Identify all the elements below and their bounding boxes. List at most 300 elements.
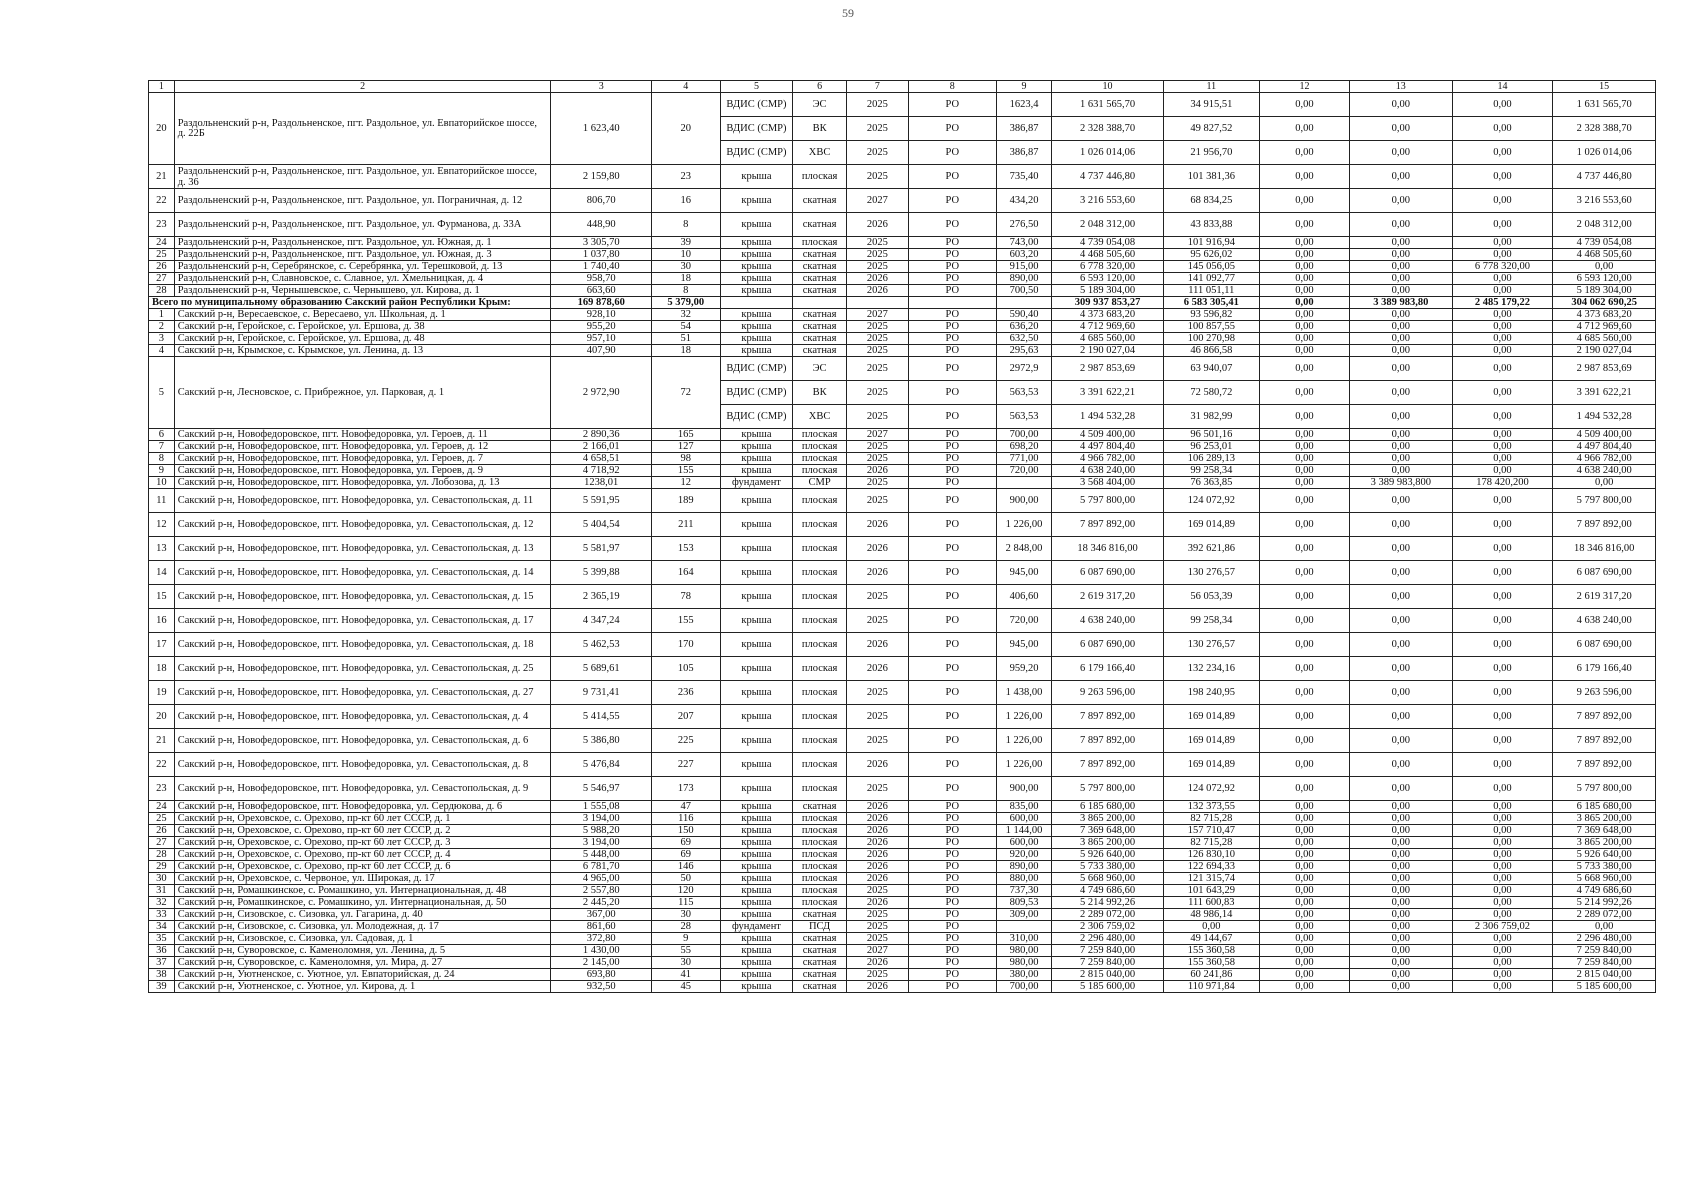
work-type: крыша — [720, 969, 793, 981]
table-row — [149, 213, 1656, 237]
area: 2 445,20 — [551, 897, 652, 909]
volume: 809,53 — [996, 897, 1052, 909]
work-subtype: скатная — [793, 333, 847, 345]
funding: РО — [908, 681, 996, 705]
row-number: 37 — [149, 957, 175, 969]
cost-total: 6 087 690,00 — [1052, 561, 1163, 585]
fund-regional: 0,00 — [1349, 873, 1452, 885]
work-subtype: плоская — [793, 429, 847, 441]
fund-regional: 0,00 — [1349, 657, 1452, 681]
work-subtype: плоская — [793, 681, 847, 705]
residents: 18 — [652, 345, 721, 357]
row-number: 7 — [149, 441, 175, 453]
fund-local: 0,00 — [1452, 585, 1553, 609]
volume: 737,30 — [996, 885, 1052, 897]
cost-total: 5 733 380,00 — [1052, 861, 1163, 873]
table-row — [149, 873, 1656, 885]
work-type: крыша — [720, 285, 793, 297]
fund-federal: 0,00 — [1259, 657, 1349, 681]
work-type: крыша — [720, 909, 793, 921]
fund-federal: 0,00 — [1259, 477, 1349, 489]
fund-local: 0,00 — [1452, 849, 1553, 861]
residents: 30 — [652, 957, 721, 969]
fund-owners: 7 897 892,00 — [1553, 513, 1656, 537]
cost-control: 21 956,70 — [1163, 141, 1259, 165]
fund-federal: 0,00 — [1259, 489, 1349, 513]
year: 2026 — [846, 753, 908, 777]
funding: РО — [908, 753, 996, 777]
cost-control: 111 051,11 — [1163, 285, 1259, 297]
fund-local: 0,00 — [1452, 285, 1553, 297]
fund-local: 0,00 — [1452, 813, 1553, 825]
cost-total: 3 391 622,21 — [1052, 381, 1163, 405]
address: Сакский р-н, Суворовское, с. Каменоломня, ул. Мира, д. 27 — [174, 957, 551, 969]
fund-federal: 0,00 — [1259, 585, 1349, 609]
table-row — [149, 93, 1656, 117]
volume: 700,00 — [996, 981, 1052, 993]
funding: РО — [908, 801, 996, 813]
fund-owners: 4 685 560,00 — [1553, 333, 1656, 345]
year: 2026 — [846, 813, 908, 825]
residents: 98 — [652, 453, 721, 465]
volume: 743,00 — [996, 237, 1052, 249]
fund-local: 0,00 — [1452, 837, 1553, 849]
fund-federal: 0,00 — [1259, 825, 1349, 837]
fund-owners: 2 289 072,00 — [1553, 909, 1656, 921]
row-number: 27 — [149, 273, 175, 285]
year: 2025 — [846, 585, 908, 609]
area: 3 305,70 — [551, 237, 652, 249]
work-subtype: скатная — [793, 189, 847, 213]
address: Сакский р-н, Уютненское, с. Уютное, ул. Евпаторийская, д. 24 — [174, 969, 551, 981]
work-type: крыша — [720, 777, 793, 801]
year: 2026 — [846, 861, 908, 873]
fund-local: 0,00 — [1452, 117, 1553, 141]
row-number: 16 — [149, 609, 175, 633]
work-subtype: плоская — [793, 453, 847, 465]
funding: РО — [908, 633, 996, 657]
year: 2027 — [846, 309, 908, 321]
table-row — [149, 885, 1656, 897]
fund-regional: 0,00 — [1349, 537, 1452, 561]
area: 2 365,19 — [551, 585, 652, 609]
fund-local: 0,00 — [1452, 657, 1553, 681]
cost-control: 72 580,72 — [1163, 381, 1259, 405]
cost-control: 101 916,94 — [1163, 237, 1259, 249]
year: 2025 — [846, 453, 908, 465]
address: Раздольненский р-н, Раздольненское, пгт. Раздольное, ул. Пограничная, д. 12 — [174, 189, 551, 213]
total-cost-total: 309 937 853,27 — [1052, 297, 1163, 309]
funding: РО — [908, 465, 996, 477]
table-row — [149, 537, 1656, 561]
year: 2025 — [846, 489, 908, 513]
residents: 155 — [652, 465, 721, 477]
work-type: крыша — [720, 585, 793, 609]
area: 5 448,00 — [551, 849, 652, 861]
volume: 406,60 — [996, 585, 1052, 609]
volume: 1 226,00 — [996, 513, 1052, 537]
cost-total: 6 778 320,00 — [1052, 261, 1163, 273]
table-row — [149, 189, 1656, 213]
fund-local: 0,00 — [1452, 681, 1553, 705]
address: Сакский р-н, Новофедоровское, пгт. Новофедоровка, ул. Севастопольская, д. 18 — [174, 633, 551, 657]
fund-local: 0,00 — [1452, 705, 1553, 729]
work-subtype: плоская — [793, 537, 847, 561]
fund-federal: 0,00 — [1259, 429, 1349, 441]
funding: РО — [908, 981, 996, 993]
work-subtype: скатная — [793, 309, 847, 321]
address: Раздольненский р-н, Серебрянское, с. Серебрянка, ул. Терешковой, д. 13 — [174, 261, 551, 273]
year: 2025 — [846, 729, 908, 753]
fund-owners: 6 185 680,00 — [1553, 801, 1656, 813]
fund-owners: 4 749 686,60 — [1553, 885, 1656, 897]
area: 4 965,00 — [551, 873, 652, 885]
work-subtype: скатная — [793, 285, 847, 297]
row-number: 34 — [149, 921, 175, 933]
cost-total: 4 712 969,60 — [1052, 321, 1163, 333]
fund-regional: 0,00 — [1349, 333, 1452, 345]
address: Сакский р-н, Ореховское, с. Орехово, пр-кт 60 лет СССР, д. 2 — [174, 825, 551, 837]
address: Сакский р-н, Лесновское, с. Прибрежное, ул. Парковая, д. 1 — [174, 357, 551, 429]
cost-total: 4 497 804,40 — [1052, 441, 1163, 453]
volume: 945,00 — [996, 633, 1052, 657]
area: 958,70 — [551, 273, 652, 285]
row-number: 1 — [149, 309, 175, 321]
funding: РО — [908, 285, 996, 297]
fund-regional: 0,00 — [1349, 837, 1452, 849]
volume: 386,87 — [996, 141, 1052, 165]
table-row — [149, 861, 1656, 873]
fund-local: 2 306 759,02 — [1452, 921, 1553, 933]
volume: 600,00 — [996, 813, 1052, 825]
row-number: 9 — [149, 465, 175, 477]
year: 2026 — [846, 513, 908, 537]
residents: 207 — [652, 705, 721, 729]
year: 2025 — [846, 477, 908, 489]
area: 5 581,97 — [551, 537, 652, 561]
table-row — [149, 309, 1656, 321]
year: 2025 — [846, 165, 908, 189]
area: 1 037,80 — [551, 249, 652, 261]
work-subtype: скатная — [793, 969, 847, 981]
row-number: 21 — [149, 165, 175, 189]
fund-owners: 4 509 400,00 — [1553, 429, 1656, 441]
area: 957,10 — [551, 333, 652, 345]
fund-owners: 7 897 892,00 — [1553, 705, 1656, 729]
work-type: крыша — [720, 465, 793, 477]
cost-total: 5 797 800,00 — [1052, 777, 1163, 801]
volume: 2 848,00 — [996, 537, 1052, 561]
area: 407,90 — [551, 345, 652, 357]
column-header-11: 11 — [1163, 81, 1259, 93]
row-number: 27 — [149, 837, 175, 849]
column-header-10: 10 — [1052, 81, 1163, 93]
table-row — [149, 333, 1656, 345]
residents: 41 — [652, 969, 721, 981]
total-empty — [908, 297, 996, 309]
row-number: 15 — [149, 585, 175, 609]
fund-regional: 0,00 — [1349, 141, 1452, 165]
row-number: 5 — [149, 357, 175, 429]
fund-federal: 0,00 — [1259, 849, 1349, 861]
fund-owners: 2 296 480,00 — [1553, 933, 1656, 945]
work-subtype: плоская — [793, 897, 847, 909]
cost-control: 46 866,58 — [1163, 345, 1259, 357]
work-subtype: плоская — [793, 873, 847, 885]
residents: 39 — [652, 237, 721, 249]
work-type: крыша — [720, 273, 793, 285]
row-number: 31 — [149, 885, 175, 897]
work-type: крыша — [720, 705, 793, 729]
fund-federal: 0,00 — [1259, 753, 1349, 777]
work-subtype: плоская — [793, 609, 847, 633]
fund-local: 0,00 — [1452, 249, 1553, 261]
fund-local: 0,00 — [1452, 381, 1553, 405]
fund-regional: 0,00 — [1349, 861, 1452, 873]
cost-control: 122 694,33 — [1163, 861, 1259, 873]
table-row — [149, 285, 1656, 297]
fund-owners: 2 815 040,00 — [1553, 969, 1656, 981]
year: 2026 — [846, 561, 908, 585]
work-type: крыша — [720, 633, 793, 657]
row-number: 22 — [149, 753, 175, 777]
address: Сакский р-н, Новофедоровское, пгт. Новофедоровка, ул. Героев, д. 7 — [174, 453, 551, 465]
area: 693,80 — [551, 969, 652, 981]
column-header-5: 5 — [720, 81, 793, 93]
year: 2026 — [846, 873, 908, 885]
fund-regional: 0,00 — [1349, 381, 1452, 405]
residents: 8 — [652, 213, 721, 237]
table-row — [149, 429, 1656, 441]
fund-local: 0,00 — [1452, 273, 1553, 285]
residents: 225 — [652, 729, 721, 753]
address: Сакский р-н, Сизовское, с. Сизовка, ул. Гагарина, д. 40 — [174, 909, 551, 921]
residents: 20 — [652, 93, 721, 165]
year: 2026 — [846, 801, 908, 813]
table-row — [149, 561, 1656, 585]
work-subtype: плоская — [793, 849, 847, 861]
address: Сакский р-н, Ромашкинское, с. Ромашкино, ул. Интернациональная, д. 48 — [174, 885, 551, 897]
fund-regional: 0,00 — [1349, 729, 1452, 753]
residents: 16 — [652, 189, 721, 213]
work-subtype: плоская — [793, 657, 847, 681]
fund-regional: 0,00 — [1349, 249, 1452, 261]
year: 2026 — [846, 981, 908, 993]
address: Сакский р-н, Сизовское, с. Сизовка, ул. Молодежная, д. 17 — [174, 921, 551, 933]
row-number: 17 — [149, 633, 175, 657]
work-type: крыша — [720, 729, 793, 753]
work-subtype: плоская — [793, 837, 847, 849]
cost-total: 2 619 317,20 — [1052, 585, 1163, 609]
year: 2026 — [846, 897, 908, 909]
cost-total: 6 087 690,00 — [1052, 633, 1163, 657]
funding: РО — [908, 873, 996, 885]
fund-local: 0,00 — [1452, 405, 1553, 429]
total-cost-control: 6 583 305,41 — [1163, 297, 1259, 309]
fund-owners: 5 926 640,00 — [1553, 849, 1656, 861]
volume — [996, 921, 1052, 933]
funding: РО — [908, 321, 996, 333]
funding: РО — [908, 429, 996, 441]
fund-owners: 5 668 960,00 — [1553, 873, 1656, 885]
fund-federal: 0,00 — [1259, 189, 1349, 213]
row-number: 24 — [149, 801, 175, 813]
work-subtype: ВК — [793, 381, 847, 405]
volume: 980,00 — [996, 945, 1052, 957]
total-fund-owners: 304 062 690,25 — [1553, 297, 1656, 309]
fund-federal: 0,00 — [1259, 837, 1349, 849]
year: 2025 — [846, 681, 908, 705]
cost-control: 106 289,13 — [1163, 453, 1259, 465]
table-row — [149, 321, 1656, 333]
fund-owners: 7 897 892,00 — [1553, 753, 1656, 777]
fund-federal: 0,00 — [1259, 777, 1349, 801]
cost-total: 4 638 240,00 — [1052, 609, 1163, 633]
work-subtype: плоская — [793, 825, 847, 837]
address: Сакский р-н, Новофедоровское, пгт. Новофедоровка, ул. Севастопольская, д. 27 — [174, 681, 551, 705]
cost-total: 7 897 892,00 — [1052, 705, 1163, 729]
total-empty — [996, 297, 1052, 309]
works-table — [148, 80, 1656, 993]
year: 2025 — [846, 441, 908, 453]
volume: 698,20 — [996, 441, 1052, 453]
address: Сакский р-н, Ромашкинское, с. Ромашкино, ул. Интернациональная, д. 50 — [174, 897, 551, 909]
work-type: крыша — [720, 213, 793, 237]
cost-total: 3 865 200,00 — [1052, 813, 1163, 825]
area: 5 689,61 — [551, 657, 652, 681]
work-subtype: плоская — [793, 729, 847, 753]
address: Сакский р-н, Уютненское, с. Уютное, ул. Кирова, д. 1 — [174, 981, 551, 993]
cost-control: 34 915,51 — [1163, 93, 1259, 117]
row-number: 25 — [149, 813, 175, 825]
table-row — [149, 477, 1656, 489]
cost-control: 56 053,39 — [1163, 585, 1259, 609]
volume: 1 438,00 — [996, 681, 1052, 705]
cost-control: 96 501,16 — [1163, 429, 1259, 441]
work-type: крыша — [720, 537, 793, 561]
cost-total: 1 026 014,06 — [1052, 141, 1163, 165]
year: 2026 — [846, 273, 908, 285]
work-type: крыша — [720, 873, 793, 885]
residents: 164 — [652, 561, 721, 585]
table-row — [149, 837, 1656, 849]
residents: 69 — [652, 837, 721, 849]
address: Сакский р-н, Суворовское, с. Каменоломня, ул. Ленина, д. 5 — [174, 945, 551, 957]
fund-regional: 0,00 — [1349, 465, 1452, 477]
row-number: 23 — [149, 213, 175, 237]
residents: 28 — [652, 921, 721, 933]
cost-control: 130 276,57 — [1163, 633, 1259, 657]
table-row — [149, 897, 1656, 909]
cost-total: 6 185 680,00 — [1052, 801, 1163, 813]
area: 4 658,51 — [551, 453, 652, 465]
row-number: 28 — [149, 849, 175, 861]
volume: 1 226,00 — [996, 753, 1052, 777]
total-residents: 5 379,00 — [652, 297, 721, 309]
address: Сакский р-н, Новофедоровское, пгт. Новофедоровка, ул. Севастопольская, д. 6 — [174, 729, 551, 753]
work-type: крыша — [720, 945, 793, 957]
volume — [996, 477, 1052, 489]
total-fund-regional: 3 389 983,80 — [1349, 297, 1452, 309]
cost-control: 155 360,58 — [1163, 945, 1259, 957]
fund-owners: 2 190 027,04 — [1553, 345, 1656, 357]
fund-federal: 0,00 — [1259, 561, 1349, 585]
area: 663,60 — [551, 285, 652, 297]
fund-regional: 0,00 — [1349, 825, 1452, 837]
residents: 236 — [652, 681, 721, 705]
volume: 386,87 — [996, 117, 1052, 141]
funding: РО — [908, 945, 996, 957]
fund-local: 0,00 — [1452, 969, 1553, 981]
address: Сакский р-н, Ореховское, с. Орехово, пр-кт 60 лет СССР, д. 1 — [174, 813, 551, 825]
row-number: 3 — [149, 333, 175, 345]
row-number: 29 — [149, 861, 175, 873]
work-type: крыша — [720, 561, 793, 585]
year: 2025 — [846, 921, 908, 933]
fund-federal: 0,00 — [1259, 705, 1349, 729]
residents: 115 — [652, 897, 721, 909]
address: Сакский р-н, Новофедоровское, пгт. Новофедоровка, ул. Севастопольская, д. 9 — [174, 777, 551, 801]
residents: 165 — [652, 429, 721, 441]
cost-total: 4 966 782,00 — [1052, 453, 1163, 465]
year: 2025 — [846, 321, 908, 333]
table-row — [149, 441, 1656, 453]
fund-regional: 0,00 — [1349, 237, 1452, 249]
work-subtype: скатная — [793, 213, 847, 237]
cost-control: 130 276,57 — [1163, 561, 1259, 585]
column-header-7: 7 — [846, 81, 908, 93]
funding: РО — [908, 897, 996, 909]
cost-control: 43 833,88 — [1163, 213, 1259, 237]
table-row — [149, 969, 1656, 981]
table-row — [149, 345, 1656, 357]
year: 2025 — [846, 405, 908, 429]
work-type: крыша — [720, 825, 793, 837]
fund-local: 0,00 — [1452, 357, 1553, 381]
funding: РО — [908, 933, 996, 945]
fund-federal: 0,00 — [1259, 945, 1349, 957]
work-subtype: скатная — [793, 945, 847, 957]
work-subtype: скатная — [793, 933, 847, 945]
address: Раздольненский р-н, Раздольненское, пгт. Раздольное, ул. Фурманова, д. 33А — [174, 213, 551, 237]
fund-regional: 0,00 — [1349, 345, 1452, 357]
total-empty — [846, 297, 908, 309]
table-row — [149, 777, 1656, 801]
fund-regional: 0,00 — [1349, 165, 1452, 189]
fund-regional: 0,00 — [1349, 285, 1452, 297]
work-type: крыша — [720, 237, 793, 249]
work-subtype: СМР — [793, 477, 847, 489]
year: 2025 — [846, 777, 908, 801]
fund-owners: 5 189 304,00 — [1553, 285, 1656, 297]
funding: РО — [908, 141, 996, 165]
work-subtype: плоская — [793, 777, 847, 801]
address: Раздольненский р-н, Славновское, с. Славное, ул. Хмельницкая, д. 4 — [174, 273, 551, 285]
fund-regional: 0,00 — [1349, 921, 1452, 933]
cost-control: 0,00 — [1163, 921, 1259, 933]
cost-total: 4 468 505,60 — [1052, 249, 1163, 261]
volume: 1 226,00 — [996, 705, 1052, 729]
year: 2026 — [846, 213, 908, 237]
fund-regional: 0,00 — [1349, 957, 1452, 969]
table-row — [149, 465, 1656, 477]
volume: 295,63 — [996, 345, 1052, 357]
funding: РО — [908, 477, 996, 489]
area: 5 546,97 — [551, 777, 652, 801]
residents: 23 — [652, 165, 721, 189]
row-number: 18 — [149, 657, 175, 681]
residents: 227 — [652, 753, 721, 777]
